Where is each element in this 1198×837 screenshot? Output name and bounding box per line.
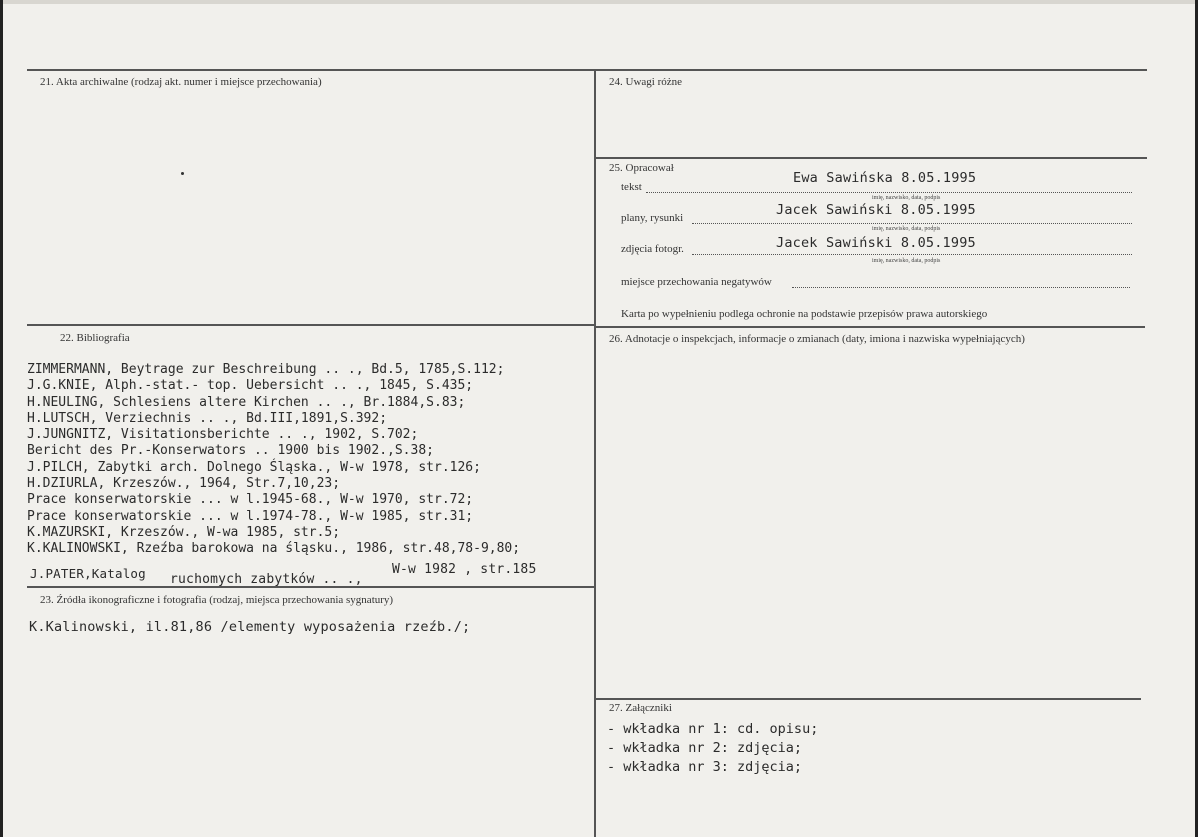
bibliography-entry: K.MAZURSKI, Krzeszów., W-wa 1985, str.5;: [27, 524, 341, 540]
attachment-item: - wkładka nr 2: zdjęcia;: [607, 740, 803, 756]
bibliography-last-a: J.PATER,Katalog: [30, 566, 146, 581]
section-23-label: 23. Źródła ikonograficzne i fotografia (rodzaj, miejsca przechowania sygnatury): [40, 594, 394, 606]
section-23-value: K.Kalinowski, il.81,86 /elementy wyposażenia rzeźb./;: [29, 619, 471, 635]
row-text-caption: imię, nazwisko, data, podpis: [872, 195, 941, 201]
row-photos-label: zdjęcia fotogr.: [621, 243, 684, 255]
row-text-value: Ewa Sawińska 8.05.1995: [793, 170, 977, 186]
row-photos-caption: imię, nazwisko, data, podpis: [872, 258, 941, 264]
negatives-label: miejsce przechowania negatywów: [621, 276, 772, 288]
section-25-label: 25. Opracował: [609, 162, 674, 174]
divider-27-top: [596, 698, 1141, 700]
section-24-label: 24. Uwagi różne: [609, 76, 683, 88]
bibliography-last-c: W-w 1982 , str.185: [392, 562, 537, 577]
attachment-item: - wkładka nr 3: zdjęcia;: [607, 759, 803, 775]
row-plans-dots: [692, 223, 1132, 224]
bibliography-entry: ZIMMERMANN, Beytrage zur Beschreibung .. ., Bd.5, 1785,S.112;: [27, 362, 505, 377]
bibliography-list: [27, 362, 520, 558]
bibliography-last-b: ruchomych zabytków .. .,: [170, 572, 363, 587]
divider-vertical: [594, 69, 596, 837]
row-photos-dots: [692, 254, 1132, 255]
divider-26-top: [596, 326, 1145, 328]
divider-25-top: [596, 157, 1147, 159]
bibliography-entry: H.NEULING, Schlesiens altere Kirchen .. ., Br.1884,S.83;: [27, 394, 466, 410]
bibliography-entry: K.KALINOWSKI, Rzeźba barokowa na śląsku., 1986, str.48,78-9,80;: [27, 541, 521, 557]
divider-22-top: [27, 324, 594, 326]
top-edge: [0, 0, 1198, 4]
section-22-label: 22. Bibliografia: [60, 332, 130, 344]
row-text-dots: [646, 192, 1132, 193]
row-plans-caption: imię, nazwisko, data, podpis: [872, 226, 941, 232]
bibliography-entry: J.PILCH, Zabytki arch. Dolnego Śląska., W-w 1978, str.126;: [27, 459, 481, 475]
section-27-label: 27. Załączniki: [609, 702, 672, 714]
bibliography-entry: H.LUTSCH, Verziechnis .. ., Bd.III,1891,S.392;: [27, 410, 388, 426]
negatives-dots: [792, 287, 1130, 288]
bibliography-entry: J.G.KNIE, Alph.-stat.- top. Uebersicht .. ., 1845, S.435;: [27, 378, 474, 394]
bibliography-entry: H.DZIURLA, Krzeszów., 1964, Str.7,10,23;: [27, 476, 341, 492]
row-plans-label: plany, rysunki: [621, 212, 684, 224]
left-edge: [0, 0, 3, 837]
bibliography-entry: J.JUNGNITZ, Visitationsberichte .. ., 1902, S.702;: [27, 427, 419, 443]
divider-top: [27, 69, 1147, 71]
attachment-item: - wkładka nr 1: cd. opisu;: [607, 721, 819, 737]
bibliography-entry: Prace konserwatorskie ... w l.1974-78., W-w 1985, str.31;: [27, 508, 474, 524]
bibliography-entry: Prace konserwatorskie ... w l.1945-68., W-w 1970, str.72;: [27, 492, 474, 508]
section-21-label: 21. Akta archiwalne (rodzaj akt. numer i miejsce przechowania): [40, 76, 322, 88]
row-photos-value: Jacek Sawiński 8.05.1995: [776, 235, 976, 251]
attachments-list: [607, 720, 818, 777]
section-26-label: 26. Adnotacje o inspekcjach, informacje o zmianach (daty, imiona i nazwiska wypełniających): [609, 333, 1025, 345]
row-text-label: tekst: [621, 181, 642, 193]
copyright-note: Karta po wypełnieniu podlega ochronie na podstawie przepisów prawa autorskiego: [621, 308, 988, 320]
row-plans-value: Jacek Sawiński 8.05.1995: [776, 202, 976, 218]
bibliography-entry: Bericht des Pr.-Konserwators .. 1900 bis 1902.,S.38;: [27, 443, 434, 459]
stray-mark: [181, 172, 184, 175]
